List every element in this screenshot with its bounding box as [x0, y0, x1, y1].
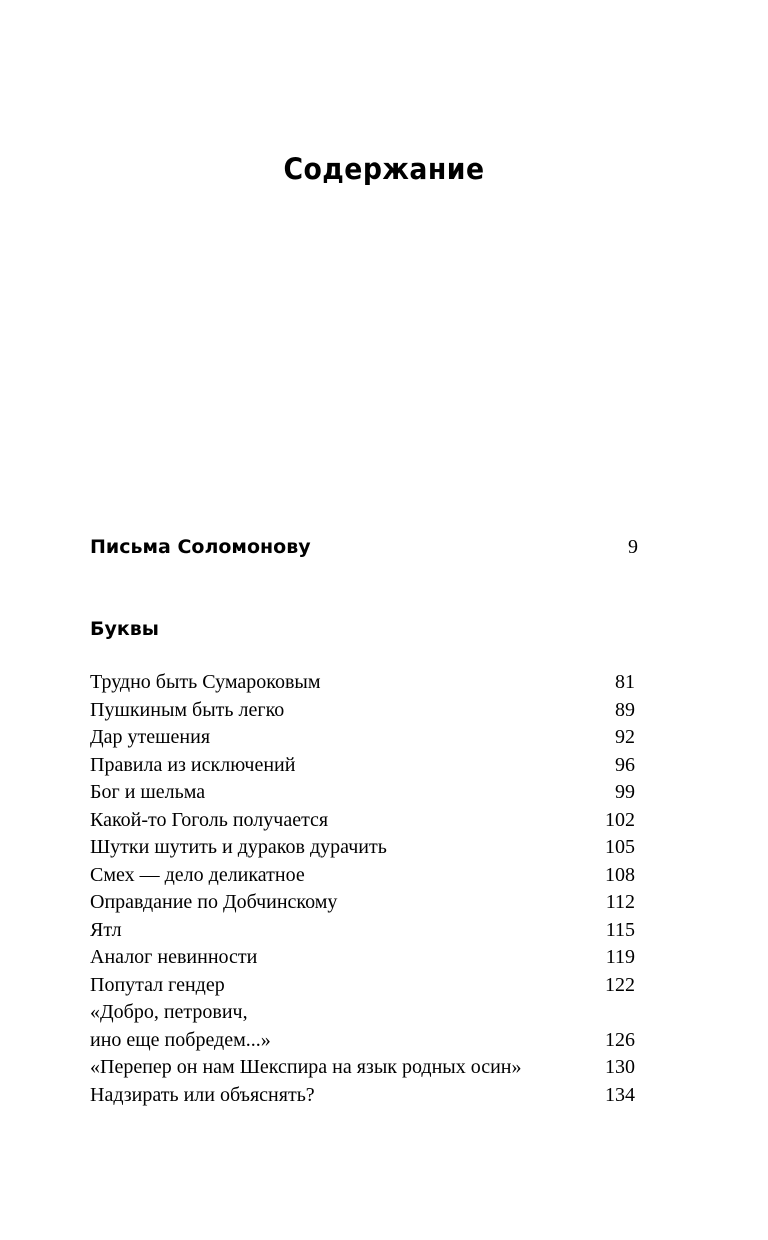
toc-entry-page-number: 134 — [605, 1083, 635, 1106]
toc-entry-page-number: 122 — [605, 973, 635, 996]
toc-entry-title — [90, 834, 635, 862]
toc-entry-page-number: 112 — [605, 891, 635, 913]
toc-entry-title-line: Бог и шельма — [90, 781, 206, 803]
toc-entry[interactable] — [90, 972, 635, 1000]
toc-entry-title — [90, 889, 635, 917]
toc-entry-title-line: Какой-то Гоголь получается — [90, 808, 329, 831]
toc-entry[interactable] — [90, 862, 635, 890]
toc-entry-title-line: Смех — дело деликатное — [90, 863, 305, 886]
toc-entry[interactable] — [90, 669, 635, 697]
toc-entry[interactable] — [90, 779, 635, 807]
toc-entry-title — [90, 752, 635, 780]
toc-entry-title — [90, 1054, 635, 1082]
toc-entry-title — [90, 807, 635, 835]
toc-entry-title-line: Оправдание по Добчинскому — [90, 891, 338, 913]
toc-entry-page-number: 119 — [605, 946, 635, 968]
toc-entry-title-line: Ятл — [90, 918, 122, 941]
toc-entry[interactable] — [90, 1082, 635, 1110]
toc-entry-page-number: 92 — [615, 726, 635, 748]
toc-entry-page-number: 105 — [605, 836, 635, 858]
toc-entry-title-line: Попутал гендер — [90, 973, 225, 996]
toc-entry[interactable] — [90, 999, 635, 1054]
toc-entry-title — [90, 724, 635, 752]
toc-entry[interactable] — [90, 889, 635, 917]
toc-entry-title-line: ино еще побредем...» — [90, 1028, 271, 1051]
toc-entry-title — [90, 669, 635, 697]
toc-entry[interactable] — [90, 944, 635, 972]
toc-entry[interactable] — [90, 834, 635, 862]
toc-entry-title-line: Пушкиным быть легко — [90, 698, 285, 721]
toc-entry-title — [90, 862, 635, 890]
toc-entry-title — [90, 944, 635, 972]
toc-entry[interactable] — [90, 752, 635, 780]
toc-entry[interactable] — [90, 697, 635, 725]
toc-entry-title — [90, 779, 635, 807]
toc-section-bukvy — [90, 618, 638, 640]
section-title: Письма Соломонову — [90, 536, 311, 558]
section-title: Буквы — [90, 618, 159, 640]
toc-entry-title-line: Аналог невинности — [90, 946, 258, 968]
toc-entry-page-number: 99 — [615, 781, 635, 803]
toc-entry-title — [90, 999, 635, 1054]
toc-entry-page-number: 126 — [605, 1028, 635, 1051]
toc-entry-title-line: Шутки шутить и дураков дурачить — [90, 836, 387, 858]
toc-entry-title — [90, 697, 635, 725]
toc-entry[interactable] — [90, 807, 635, 835]
section-page-number: 9 — [628, 536, 638, 558]
toc-entry-title — [90, 917, 635, 945]
toc-entry-title-line: Правила из исключений — [90, 753, 296, 776]
toc-entry-page-number: 96 — [615, 753, 635, 776]
toc-entry-page-number: 130 — [605, 1056, 635, 1078]
toc-entry-title — [90, 1082, 635, 1110]
toc-entry-title-line: «Добро, петрович, — [90, 1001, 248, 1023]
page-title: Содержание — [283, 152, 485, 186]
toc-entry-title-line: Трудно быть Сумароковым — [90, 671, 321, 693]
toc-section-pisma-solomonovu[interactable] — [90, 536, 638, 558]
toc-entry-page-number: 89 — [615, 698, 635, 721]
toc-entry-title-line: Дар утешения — [90, 726, 211, 748]
toc-entry-page-number: 108 — [605, 863, 635, 886]
toc-entry[interactable] — [90, 917, 635, 945]
toc-entry-page-number: 102 — [605, 808, 635, 831]
toc-entry-page-number: 115 — [605, 918, 635, 941]
toc-entry-title-line: «Перепер он нам Шекспира на язык родных осин» — [90, 1056, 522, 1078]
toc-entry[interactable] — [90, 724, 635, 752]
toc-entry-title — [90, 972, 635, 1000]
toc-entry-title-line: Надзирать или объяснять? — [90, 1083, 315, 1106]
toc-entry-page-number: 81 — [615, 671, 635, 693]
toc-entry[interactable] — [90, 1054, 635, 1082]
toc-entry-list — [90, 669, 635, 1109]
